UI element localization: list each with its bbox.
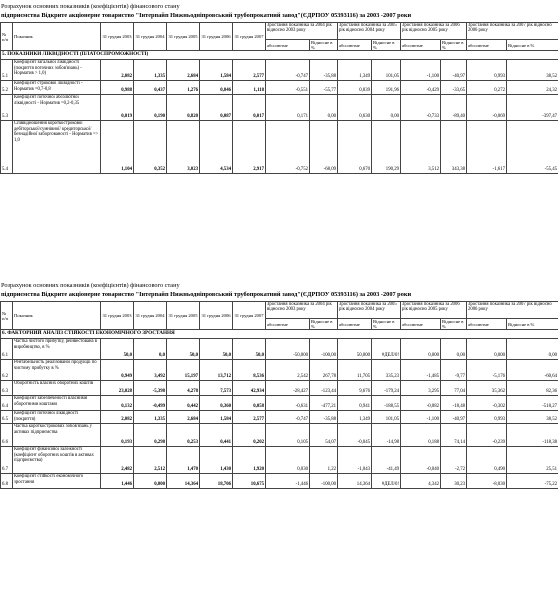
table-row: [1, 424, 558, 447]
table-row: [1, 121, 558, 174]
year-value: -0,499: [134, 396, 167, 411]
header-growth: Зростання показника за 2004 рік відносно 2003 року: [266, 302, 338, 319]
row-number: 6.1: [1, 339, 13, 360]
growth-value: -1,446: [266, 474, 310, 489]
growth-value: -55,77: [310, 81, 338, 95]
growth-value: -0,747: [266, 60, 310, 81]
growth-value: 77,04: [441, 381, 467, 396]
header-absolute: абсолютне: [266, 40, 310, 51]
header-relative: Відносне в %: [507, 40, 558, 51]
year-value: 1,118: [233, 81, 266, 95]
growth-value: 9,676: [338, 381, 372, 396]
year-value: -5,398: [134, 381, 167, 396]
year-value: 1,584: [200, 60, 233, 81]
growth-value: -60,64: [507, 360, 558, 381]
indicator-name: Співвідношення короткострокової дебіторської/сумнівної/ кредиторської/безнадійної заборгованості - Норматив => 1,0: [13, 121, 101, 174]
growth-value: -0,733: [401, 95, 441, 121]
growth-value: 0,000: [401, 339, 441, 360]
growth-value: 0,188: [401, 424, 441, 447]
growth-value: -1,485: [401, 360, 441, 381]
year-value: 0,000: [134, 474, 167, 489]
indicator-name: Частка чистого прибутку, реінвестована в виробництво, в %: [13, 339, 101, 360]
growth-value: 50,000: [338, 339, 372, 360]
growth-value: 0,00: [507, 339, 558, 360]
year-value: 3,023: [167, 121, 200, 174]
header-absolute: абсолютне: [401, 40, 441, 51]
growth-value: 335,23: [372, 360, 401, 381]
growth-value: -0,631: [266, 396, 310, 411]
year-value: 0,193: [101, 424, 134, 447]
year-value: 0,949: [101, 360, 134, 381]
indicator-name: Оборотність власних оборотних коштів: [13, 381, 101, 396]
year-value: 2,482: [101, 447, 134, 474]
header-indicator: Показник: [13, 23, 101, 51]
section-title: 6. ФАКТОРНИЙ АНАЛІЗ СТІЙКОСТІ ЕКОНОМІЧНОГО ЗРОСТАННЯ: [1, 330, 558, 339]
growth-value: 191,96: [372, 81, 401, 95]
liquidity-table: [0, 22, 558, 174]
table-subtitle: підприємства Відкрите акціонерне товариство "Інтерпайп Нижньодніпровський трубопрокатний завод"(ЄДРПОУ 05393116) за 2003 -2007 роки: [1, 291, 412, 298]
year-value: 0,442: [167, 396, 200, 411]
table-block-liquidity: [0, 3, 558, 174]
row-number: 6.6: [1, 424, 13, 447]
growth-value: -0,429: [401, 81, 441, 95]
row-number: 6.8: [1, 474, 13, 489]
year-value: 0,820: [167, 95, 200, 121]
row-number: 6.2: [1, 360, 13, 381]
year-value: 42,934: [233, 381, 266, 396]
row-number: 6.4: [1, 396, 13, 411]
header-relative: Відносне в %: [507, 319, 558, 330]
growth-value: 1,349: [338, 60, 372, 81]
year-value: 0,019: [101, 95, 134, 121]
growth-value: -1,100: [401, 60, 441, 81]
year-value: 2,577: [233, 60, 266, 81]
growth-value: 0,993: [467, 411, 507, 424]
growth-value: -28,427: [266, 381, 310, 396]
growth-value: -89,40: [441, 95, 467, 121]
header-year: 31 грудня 2007: [233, 302, 266, 330]
year-value: 1,920: [233, 447, 266, 474]
growth-value: -33,65: [441, 81, 467, 95]
year-value: 0,360: [200, 396, 233, 411]
indicator-name: Рентабельність реалізованої продукції по чистому прибутку в %: [13, 360, 101, 381]
growth-value: -41,49: [372, 447, 401, 474]
growth-value: -0,069: [467, 95, 507, 121]
growth-value: 3,512: [401, 121, 441, 174]
growth-value: 0,630: [338, 95, 372, 121]
table-row: [1, 60, 558, 81]
growth-value: 0,030: [266, 447, 310, 474]
header-year: 31 грудня 2004: [134, 23, 167, 51]
year-value: 50,0: [200, 339, 233, 360]
year-value: 2,917: [233, 121, 266, 174]
growth-value: 3,295: [401, 381, 441, 396]
year-value: 1,470: [167, 447, 200, 474]
growth-value: -75,22: [507, 474, 558, 489]
growth-value: -5,176: [467, 360, 507, 381]
growth-value: 1,349: [338, 411, 372, 424]
header-relative: Відносне в %: [310, 40, 338, 51]
year-value: 15,197: [167, 360, 200, 381]
header-year: 31 грудня 2004: [134, 302, 167, 330]
header-indicator: Показник: [13, 302, 101, 330]
header-year: 31 грудня 2007: [233, 23, 266, 51]
growth-value: 343,38: [441, 121, 467, 174]
year-value: 50,0: [233, 339, 266, 360]
header-year: 31 грудня 2005: [167, 23, 200, 51]
table-block-factor-analysis: [0, 282, 558, 489]
year-value: 2,577: [233, 411, 266, 424]
growth-value: -477,21: [310, 396, 338, 411]
year-value: 0,017: [233, 95, 266, 121]
growth-value: 0,490: [467, 447, 507, 474]
year-value: 7,573: [200, 381, 233, 396]
year-value: 4,534: [200, 121, 233, 174]
header-year: 31 грудня 2006: [200, 302, 233, 330]
table-row: [1, 81, 558, 95]
header-growth: Зростання показника за 2007 рік відносно 2006 року: [467, 23, 558, 40]
year-value: 0,087: [200, 95, 233, 121]
growth-value: 38,52: [507, 411, 558, 424]
header-growth: Зростання показника за 2004 рік відносно 2003 року: [266, 23, 338, 40]
growth-value: -50,000: [266, 339, 310, 360]
header-year: 31 грудня 2005: [167, 302, 200, 330]
header-growth: Зростання показника за 2005 рік відносно 2004 року: [338, 23, 401, 40]
growth-value: -55,45: [507, 121, 558, 174]
year-value: 0,132: [101, 396, 134, 411]
year-value: 18,706: [200, 474, 233, 489]
header-growth: Зростання показника за 2005 рік відносно 2004 року: [338, 302, 401, 319]
year-value: 1,446: [101, 474, 134, 489]
row-number: 5.4: [1, 121, 13, 174]
growth-value: -8,030: [467, 474, 507, 489]
table-row: [1, 447, 558, 474]
growth-value: 30,23: [441, 474, 467, 489]
header-no: № п/п: [1, 23, 13, 51]
table-row: [1, 95, 558, 121]
year-value: 1,276: [167, 81, 200, 95]
row-number: 5.1: [1, 60, 13, 81]
growth-value: -1,100: [401, 411, 441, 424]
header-absolute: абсолютне: [266, 319, 310, 330]
indicator-name: Коефіцієнт строкової ліквідності - Норматив =0,7-0,8: [13, 81, 101, 95]
growth-value: -179,24: [372, 381, 401, 396]
year-value: 0,846: [200, 81, 233, 95]
growth-value: 0,941: [338, 396, 372, 411]
growth-value: 35,362: [467, 381, 507, 396]
year-value: 0,202: [233, 424, 266, 447]
growth-value: 0,993: [467, 60, 507, 81]
growth-value: 101,05: [372, 411, 401, 424]
growth-value: 25,51: [507, 447, 558, 474]
row-number: 6.5: [1, 411, 13, 424]
year-value: 2,512: [134, 447, 167, 474]
year-value: 2,684: [167, 411, 200, 424]
year-value: 0,352: [134, 121, 167, 174]
growth-value: 0,00: [441, 339, 467, 360]
growth-value: -35,88: [310, 411, 338, 424]
year-value: 1,335: [134, 60, 167, 81]
row-number: 5.3: [1, 95, 13, 121]
header-year: 31 грудня 2006: [200, 23, 233, 51]
table-title: Розрахунок основних показників (коефіцієнтів) фінансового стану: [1, 282, 180, 289]
header-relative: Відносне в %: [310, 319, 338, 330]
indicator-name: Коефіцієнт стійкості економічного зростання: [13, 474, 101, 489]
growth-value: #ДЕЛ/0!: [372, 474, 401, 489]
growth-value: -18,48: [441, 396, 467, 411]
indicator-name: Коефіцієнт поточної абсолютної ліквідності - Норматив =0,2-0,35: [13, 95, 101, 121]
growth-value: -100,00: [310, 474, 338, 489]
growth-value: -0,239: [467, 424, 507, 447]
growth-value: 0,00: [372, 95, 401, 121]
growth-value: -9,77: [441, 360, 467, 381]
year-value: 0,190: [134, 95, 167, 121]
year-value: 50,0: [101, 339, 134, 360]
indicator-name: Коефіцієнт поточної ліквідності (покриття): [13, 411, 101, 424]
growth-value: -0,551: [266, 81, 310, 95]
table-row: [1, 381, 558, 396]
table-row: [1, 396, 558, 411]
table-subtitle: підприємства Відкрите акціонерне товариство "Інтерпайп Нижньодніпровський трубопрокатний завод"(ЄДРПОУ 05393116) за 2003 -2007 роки: [1, 12, 412, 19]
growth-value: -123,44: [310, 381, 338, 396]
table-row: [1, 474, 558, 489]
indicator-name: Коефіцієнт фінансової залежності (коефіцієнт оборотних коштів в активах підприємства): [13, 447, 101, 474]
year-value: 0,437: [134, 81, 167, 95]
year-value: 0,441: [200, 424, 233, 447]
growth-value: 0,171: [266, 95, 310, 121]
growth-value: 54,07: [310, 424, 338, 447]
growth-value: -0,747: [266, 411, 310, 424]
growth-value: #ДЕЛ/0!: [372, 339, 401, 360]
growth-value: -1,617: [467, 121, 507, 174]
growth-value: 14,364: [338, 474, 372, 489]
year-value: 2,684: [167, 60, 200, 81]
growth-value: -188,55: [372, 396, 401, 411]
growth-value: 101,05: [372, 60, 401, 81]
header-absolute: абсолютне: [401, 319, 441, 330]
year-value: 4,278: [167, 381, 200, 396]
growth-value: 38,52: [507, 60, 558, 81]
header-year: 31 грудня 2003: [101, 23, 134, 51]
growth-value: -35,88: [310, 60, 338, 81]
year-value: 2,082: [101, 60, 134, 81]
indicator-name: Частка короткострокових зобов'язань у активах підприємства: [13, 424, 101, 447]
header-year: 31 грудня 2003: [101, 302, 134, 330]
header-relative: Відносне в %: [441, 319, 467, 330]
header-absolute: абсолютне: [338, 319, 372, 330]
year-value: 8,536: [233, 360, 266, 381]
indicator-name: Коефіцієнт загальної ліквідності (покриття поточних зобов'язань) - Норматив > 1,0): [13, 60, 101, 81]
table-title: Розрахунок основних показників (коефіцієнтів) фінансового стану: [1, 3, 180, 10]
growth-value: 0,105: [266, 424, 310, 447]
growth-value: -397,47: [507, 95, 558, 121]
year-value: 1,584: [200, 411, 233, 424]
growth-value: -2,72: [441, 447, 467, 474]
row-number: 6.3: [1, 381, 13, 396]
header-no: № п/п: [1, 302, 13, 330]
growth-value: -0,752: [266, 121, 310, 174]
growth-value: 2,542: [266, 360, 310, 381]
header-absolute: абсолютне: [338, 40, 372, 51]
table-row: [1, 360, 558, 381]
growth-value: 24,32: [507, 81, 558, 95]
year-value: 13,712: [200, 360, 233, 381]
growth-value: 4,342: [401, 474, 441, 489]
growth-value: -0,045: [338, 424, 372, 447]
header-absolute: абсолютне: [467, 319, 507, 330]
growth-value: -1,043: [338, 447, 372, 474]
table-row: [1, 339, 558, 360]
year-value: 0,298: [134, 424, 167, 447]
growth-value: 0,00: [310, 95, 338, 121]
growth-value: 0,000: [467, 339, 507, 360]
growth-value: -118,38: [507, 424, 558, 447]
growth-value: -100,00: [310, 339, 338, 360]
year-value: 0,988: [101, 81, 134, 95]
year-value: 0,0: [134, 339, 167, 360]
growth-value: -0,302: [467, 396, 507, 411]
year-value: 2,082: [101, 411, 134, 424]
year-value: 1,104: [101, 121, 134, 174]
year-value: 0,058: [233, 396, 266, 411]
growth-value: -40,97: [441, 411, 467, 424]
growth-value: 0,839: [338, 81, 372, 95]
header-relative: Відносне в %: [441, 40, 467, 51]
growth-value: 190,29: [372, 121, 401, 174]
row-number: 6.7: [1, 447, 13, 474]
year-value: 1,335: [134, 411, 167, 424]
year-value: 23,028: [101, 381, 134, 396]
year-value: 50,0: [167, 339, 200, 360]
growth-value: -0,040: [401, 447, 441, 474]
growth-value: -518,27: [507, 396, 558, 411]
growth-value: 74,14: [441, 424, 467, 447]
growth-value: 0,272: [467, 81, 507, 95]
growth-value: -68,09: [310, 121, 338, 174]
growth-value: 0,670: [338, 121, 372, 174]
growth-value: -14,98: [372, 424, 401, 447]
factor-analysis-table: [0, 301, 558, 489]
header-absolute: абсолютне: [467, 40, 507, 51]
header-growth: Зростання показника за 2006 рік відносно 2005 року: [401, 23, 467, 40]
growth-value: -0,082: [401, 396, 441, 411]
section-title: 5. ПОКАЗНИКИ ЛІКВІДНОСТІ (ПЛАТОСПРОМОЖНОСТІ): [1, 51, 558, 60]
year-value: 3,492: [134, 360, 167, 381]
header-relative: Відносне в %: [372, 319, 401, 330]
growth-value: 1,22: [310, 447, 338, 474]
header-relative: Відносне в %: [372, 40, 401, 51]
header-growth: Зростання показника за 2007 рік відносно 2006 року: [467, 302, 558, 319]
growth-value: 82,36: [507, 381, 558, 396]
growth-value: 11,705: [338, 360, 372, 381]
growth-value: -40,97: [441, 60, 467, 81]
header-growth: Зростання показника за 2006 рік відносно 2005 року: [401, 302, 467, 319]
year-value: 10,675: [233, 474, 266, 489]
table-row: [1, 411, 558, 424]
growth-value: 267,78: [310, 360, 338, 381]
row-number: 5.2: [1, 81, 13, 95]
year-value: 1,430: [200, 447, 233, 474]
year-value: 14,364: [167, 474, 200, 489]
indicator-name: Коефіцієнт забезпеченості власними оборотними коштами: [13, 396, 101, 411]
year-value: 0,253: [167, 424, 200, 447]
